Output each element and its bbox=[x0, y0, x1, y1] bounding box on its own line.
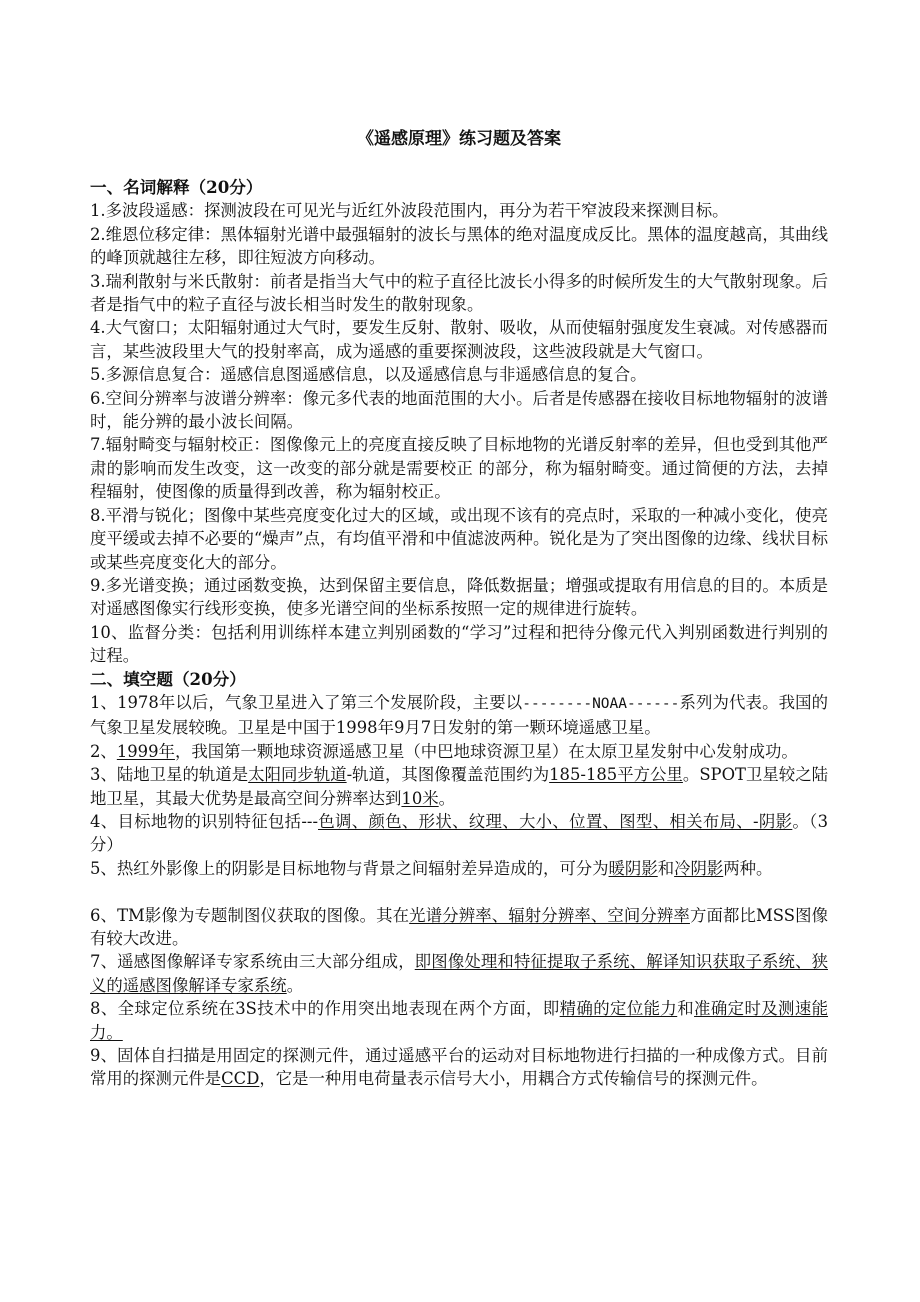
question-text: 。 bbox=[438, 788, 456, 808]
answer-underlined: CCD bbox=[221, 1069, 260, 1089]
definition-item: 6.空间分辨率与波谱分辨率：像元多代表的地面范围的大小。后者是传感器在接收目标地物辐射的波谱时，能分辨的最小波长间隔。 bbox=[90, 388, 828, 432]
answer-underlined: 暖阴影 bbox=[608, 858, 658, 878]
definition-item: 4.大气窗口；太阳辐射通过大气时，要发生反射、散射、吸收，从而使辐射强度发生衰减。对传感器而言，某些波段里大气的投射率高，成为遥感的重要探测波段，这些波段就是大气窗口。 bbox=[90, 318, 828, 361]
fill-in-question-4 bbox=[90, 810, 828, 857]
fill-in-question-6 bbox=[90, 904, 828, 951]
fill-in-question-5 bbox=[90, 857, 828, 880]
definition-item: 9.多光谱变换；通过函数变换，达到保留主要信息，降低数据量；增强或提取有用信息的目的。本质是对遥感图像实行线形变换，使多光谱空间的坐标系按照一定的规律进行旋转。 bbox=[90, 575, 828, 619]
answer-underlined: 185-185平方公里 bbox=[549, 765, 683, 785]
fill-in-question-3 bbox=[90, 763, 828, 810]
definition-item: 7.辐射畸变与辐射校正：图像像元上的亮度直接反映了目标地物的光谱反射率的差异，但也受到其他严肃的影响而发生改变，这一改变的部分就是需要校正 的部分，称为辐射畸变。通过简便的方法，去掉程辐射，使图像的质量得到改善，称为辐射校正。 bbox=[90, 435, 828, 502]
question-text: 方面都比MSS图像有较大改进。 bbox=[90, 905, 829, 948]
definition-item: 10、监督分类：包括利用训练样本建立判别函数的“学习”过程和把待分像元代入判别函数进行判别的过程。 bbox=[90, 622, 828, 666]
document-title: 《遥感原理》练习题及答案 bbox=[357, 129, 561, 149]
section-heading-fill-in: 二、填空题（20分） bbox=[90, 668, 246, 689]
question-text: 2、 bbox=[90, 741, 117, 761]
section-heading-definitions: 一、名词解释（20分） bbox=[90, 177, 263, 197]
answer-underlined: 10米 bbox=[401, 788, 439, 808]
question-text: 5、热红外影像上的阴影是目标地物与背景之间辐射差异造成的，可分为 bbox=[90, 858, 609, 878]
fill-in-question-2 bbox=[90, 740, 828, 763]
answer-underlined: 色调、颜色、形状、纹理、大小、位置、图型、相关布局、-阴影 bbox=[318, 811, 793, 831]
answer-underlined: 1999年 bbox=[116, 741, 175, 761]
question-text: 两种。 bbox=[723, 858, 773, 878]
fill-in-question-7 bbox=[90, 950, 828, 997]
fill-in-question-9 bbox=[90, 1044, 828, 1091]
question-text: 6、TM影像为专题制图仪获取的图像。其在 bbox=[90, 905, 410, 925]
question-text: 3、陆地卫星的轨道是 bbox=[90, 765, 249, 785]
fill-in-question-8 bbox=[90, 997, 828, 1044]
answer-underlined: 即图像处理和特征提取子系统、解译知识获取子系统、狭义的遥感图像解译专家系统 bbox=[90, 952, 828, 995]
question-text: 系列为代表。我国的气象卫星发展较晚。卫星是中国于1998年9月7日发射的第一颗环境遥感卫星。 bbox=[90, 692, 829, 738]
question-text: 。SPOT卫星较之陆地卫星，其最大优势是最高空间分辨率达到 bbox=[90, 765, 828, 808]
question-text: 7、遥感图像解译专家系统由三大部分组成， bbox=[90, 952, 415, 972]
definition-item: 8.平滑与锐化；图像中某些亮度变化过大的区域，或出现不该有的亮点时，采取的一种减小变化，使亮度平缓或去掉不必要的“燥声”点，有均值平滑和中值滤波两种。锐化是为了突出图像的边缘、线状目标或某些亮度变化大的部分。 bbox=[90, 505, 828, 572]
question-text: 和 bbox=[677, 999, 695, 1019]
answer-blank: --------NOAA------ bbox=[522, 695, 680, 712]
fill-in-question-1 bbox=[90, 691, 828, 740]
question-text: -轨道，其图像覆盖范围约为 bbox=[346, 765, 550, 785]
blank-line bbox=[90, 880, 828, 903]
definition-item: 3.瑞利散射与米氏散射：前者是指当大气中的粒子直径比波长小得多的时候所发生的大气散射现象。后者是指气中的粒子直径与波长相当时发生的散射现象。 bbox=[90, 271, 828, 315]
question-text: 。 bbox=[286, 975, 304, 995]
definition-item: 5.多源信息复合：遥感信息图遥感信息，以及遥感信息与非遥感信息的复合。 bbox=[90, 365, 647, 385]
answer-underlined: 冷阴影 bbox=[674, 858, 724, 878]
answer-underlined: 精确的定位能力 bbox=[559, 999, 678, 1019]
question-text: 8、全球定位系统在3S技术中的作用突出地表现在两个方面，即 bbox=[90, 999, 560, 1019]
definition-item: 2.维恩位移定律：黑体辐射光谱中最强辐射的波长与黑体的绝对温度成反比。黑体的温度越高，其曲线的峰顶就越往左移，即往短波方向移动。 bbox=[90, 224, 828, 268]
answer-underlined: 光谱分辨率、辐射分辨率、空间分辨率 bbox=[409, 905, 690, 925]
question-text: ，它是一种用电荷量表示信号大小，用耦合方式传输信号的探测元件。 bbox=[259, 1069, 768, 1089]
answer-underlined: 准确定时及测速能力。 bbox=[90, 999, 829, 1042]
question-text: ，我国第一颗地球资源遥感卫星（中巴地球资源卫星）在太原卫星发射中心发射成功。 bbox=[174, 741, 798, 761]
question-text: 和 bbox=[657, 858, 675, 878]
question-text: 4、目标地物的识别特征包括--- bbox=[90, 811, 318, 831]
question-text: 1、1978年以后，气象卫星进入了第三个发展阶段，主要以 bbox=[90, 692, 523, 712]
question-text: 9、固体自扫描是用固定的探测元件，通过遥感平台的运动对目标地物进行扫描的一种成像方式。目前常用的探测元件是 bbox=[90, 1046, 828, 1089]
question-text: 。（3分） bbox=[90, 811, 828, 855]
definition-item: 1.多波段遥感：探测波段在可见光与近红外波段范围内，再分为若干窄波段来探测目标。 bbox=[90, 201, 729, 221]
answer-underlined: 太阳同步轨道 bbox=[248, 765, 347, 785]
